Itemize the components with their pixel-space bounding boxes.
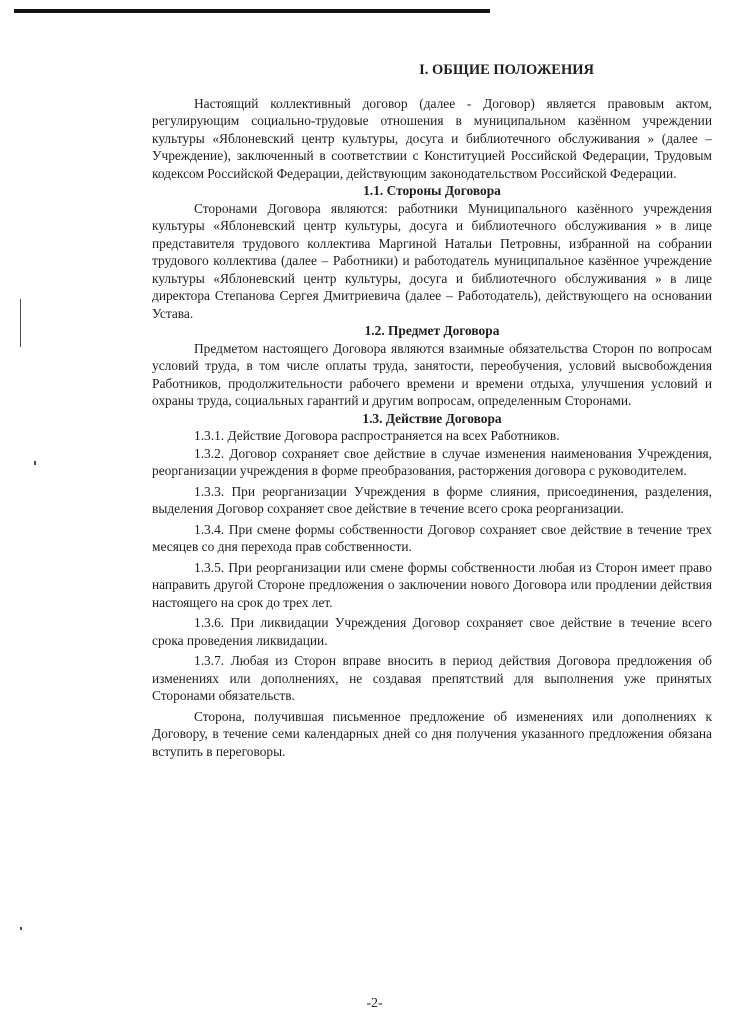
page-number: -2- bbox=[366, 996, 383, 1011]
intro-paragraph: Настоящий коллективный договор (далее - Договор) является правовым актом, регулирующим социально-трудовые отношения в муниципальном казённом учреждении культуры «Яблоневский центр культуры, досуга и библиотечного обслуживания » (далее – Учреждение), заключенный в соответствии с Конституцией Российской Федерации, Трудовым кодексом Российской Федерации, действующим законодательством Российской Федерации. bbox=[152, 95, 712, 181]
clause-1-3-4: 1.3.4. При смене формы собственности Договор сохраняет свое действие в течение трех месяцев со дня перехода прав собственности. bbox=[152, 521, 712, 554]
subject-paragraph: Предметом настоящего Договора являются взаимные обязательства Сторон по вопросам условий труда, в том числе оплаты труда, занятости, переобучения, условий высвобождения Работников, продолжительности рабочего времени и времени отдыха, улучшения условий и охраны труда, социальных гарантий и другим вопросам, определенным Сторонами. bbox=[152, 340, 712, 408]
parties-paragraph: Сторонами Договора являются: работники Муниципального казённого учреждения культуры «Яблоневский центр культуры, досуга и библиотечного обслуживания » в лице представителя трудового коллектива Маргиной Натальи Петровны, избранной на собрании трудового коллектива (далее – Работники) и работодатель муниципальное казённое учреждение культуры «Яблоневский центр культуры, досуга и библиотечного обслуживания » в лице директора Степанова Сергея Дмитриевича (далее – Работодатель), действующего на основании Устава. bbox=[152, 200, 712, 321]
section-heading-subject: 1.2. Предмет Договора bbox=[364, 323, 500, 338]
amendment-paragraph: Сторона, получившая письменное предложение об изменениях или дополнениях к Договору, в течение семи календарных дней со дня получения указанного предложения обязана вступить в переговоры. bbox=[152, 708, 712, 759]
clause-1-3-5: 1.3.5. При реорганизации или смене формы собственности любая из Сторон имеет право направить другой Стороне предложения о заключении нового Договора или продлении действия настоящего на срок до трех лет. bbox=[152, 559, 712, 610]
document-page bbox=[152, 62, 712, 760]
section-heading-validity: 1.3. Действие Договора bbox=[362, 410, 502, 426]
clause-1-3-1: 1.3.1. Действие Договора распространяется на всех Работников. bbox=[194, 428, 560, 443]
scan-margin-mark-3 bbox=[20, 927, 22, 930]
document-title: I. ОБЩИЕ ПОЛОЖЕНИЯ bbox=[419, 62, 594, 78]
clause-1-3-3: 1.3.3. При реорганизации Учреждения в форме слияния, присоединения, разделения, выделения Договор сохраняет свое действие в течение всего срока реорганизации. bbox=[152, 483, 712, 516]
scan-margin-mark-2 bbox=[34, 461, 36, 465]
clause-1-3-7: 1.3.7. Любая из Сторон вправе вносить в период действия Договора предложения об изменениях или дополнениях, не создавая препятствий для выполнения уже принятых Сторонами обязательств. bbox=[152, 653, 712, 703]
clause-1-3-2: 1.3.2. Договор сохраняет свое действие в случае изменения наименования Учреждения, реорганизации учреждения в форме преобразования, расторжения договора с руководителем. bbox=[152, 445, 712, 478]
scan-margin-mark-1 bbox=[20, 299, 21, 347]
scan-top-rule bbox=[14, 9, 490, 13]
section-heading-parties: 1.1. Стороны Договора bbox=[363, 183, 501, 198]
clause-1-3-6: 1.3.6. При ликвидации Учреждения Договор сохраняет свое действие в течение всего срока проведения ликвидации. bbox=[152, 615, 712, 648]
